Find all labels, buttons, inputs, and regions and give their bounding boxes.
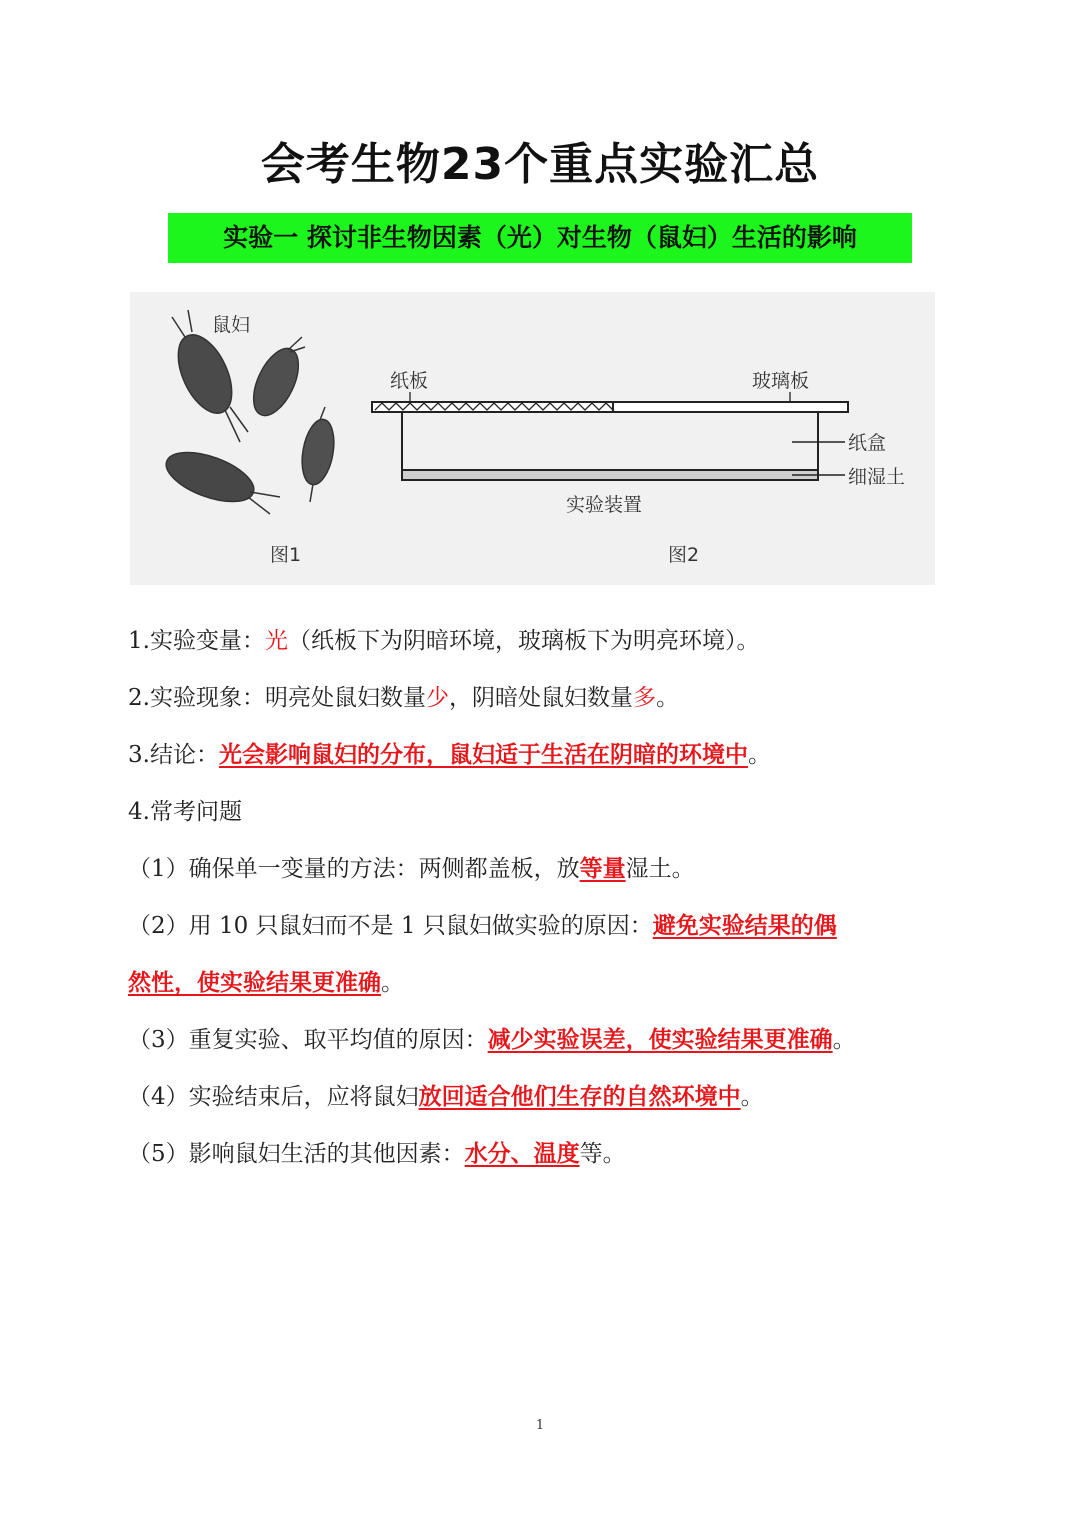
question-5: （5）影响鼠妇生活的其他因素：水分、温度等。	[128, 1140, 626, 1167]
item-phenomenon: 2.实验现象：明亮处鼠妇数量少，阴暗处鼠妇数量多。	[128, 685, 679, 711]
page-title: 会考生物23个重点实验汇总	[260, 139, 820, 190]
figure-drawing	[130, 292, 935, 585]
question-1: （1）确保单一变量的方法：两侧都盖板，放等量湿土。	[128, 855, 695, 882]
apparatus-drawing	[372, 392, 848, 480]
answer-text: 然性，使实验结果更准确	[128, 969, 381, 996]
experiment-heading-highlight	[168, 213, 912, 263]
answer-text: 光	[264, 628, 288, 654]
experiment-figure	[130, 292, 935, 585]
woodlouse-illustration-4	[160, 442, 280, 514]
answer-text: 减少实验误差，使实验结果更准确	[487, 1026, 833, 1053]
answer-text: 放回适合他们生存的自然环境中	[418, 1083, 741, 1110]
page-number: 1	[535, 1418, 545, 1433]
label-figure-1: 图1	[270, 544, 302, 566]
label-apparatus: 实验装置	[566, 494, 643, 516]
question-2: （2）用 10 只鼠妇而不是 1 只鼠妇做实验的原因：避免实验结果的偶	[128, 912, 837, 939]
question-2-continued: 然性，使实验结果更准确。	[128, 969, 404, 996]
item-variable: 1.实验变量：光（纸板下为阴暗环境，玻璃板下为明亮环境）。	[128, 628, 760, 654]
answer-text: 少	[425, 685, 449, 711]
label-paper-box: 纸盒	[848, 432, 887, 454]
woodlouse-illustration-2	[244, 337, 307, 422]
label-woodlouse: 鼠妇	[212, 314, 251, 336]
answer-text: 等量	[579, 855, 626, 882]
woodlouse-illustration-3	[297, 407, 338, 502]
label-cardboard: 纸板	[390, 370, 429, 392]
experiment-heading: 实验一 探讨非生物因素（光）对生物（鼠妇）生活的影响	[223, 223, 857, 252]
answer-text: 避免实验结果的偶	[652, 912, 837, 939]
question-4: （4）实验结束后，应将鼠妇放回适合他们生存的自然环境中。	[128, 1083, 764, 1110]
answer-text: 光会影响鼠妇的分布，鼠妇适于生活在阴暗的环境中	[218, 741, 748, 768]
answer-text: 水分、温度	[464, 1140, 580, 1167]
item-common-questions: 4.常考问题	[128, 799, 242, 825]
label-glass-plate: 玻璃板	[752, 370, 810, 392]
item-conclusion: 3.结论：光会影响鼠妇的分布，鼠妇适于生活在阴暗的环境中。	[128, 741, 771, 768]
question-3: （3）重复实验、取平均值的原因：减少实验误差，使实验结果更准确。	[128, 1026, 856, 1053]
label-moist-soil: 细湿土	[848, 466, 906, 488]
answer-text: 多	[632, 685, 656, 711]
label-figure-2: 图2	[668, 544, 700, 566]
